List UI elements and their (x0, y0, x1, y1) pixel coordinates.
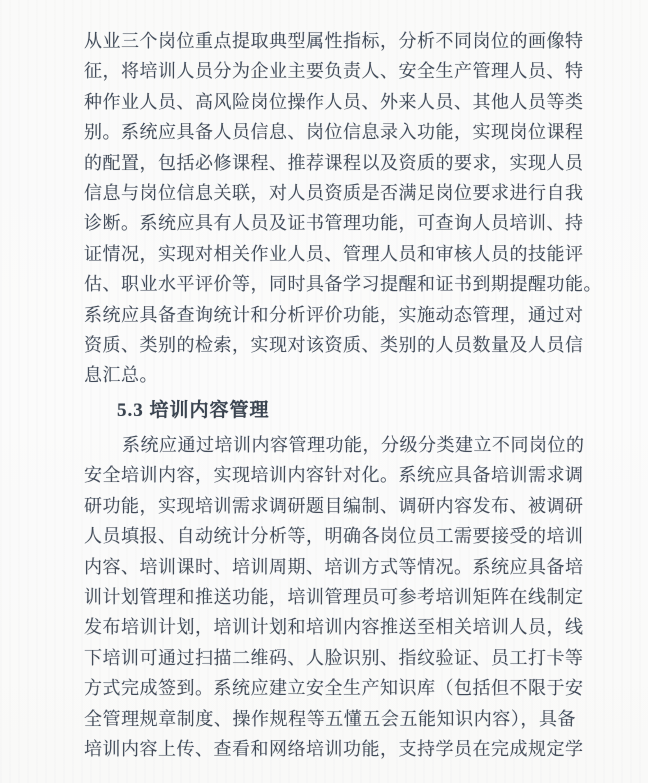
text-line: 征，将培训人员分为企业主要负责人、安全生产管理人员、特 (84, 61, 584, 82)
text-line: 系统应具备查询统计和分析评价功能，实施动态管理，通过对 (84, 304, 584, 325)
text-line: 训计划管理和推送功能，培训管理员可参考培训矩阵在线制定 (84, 587, 584, 608)
text-line: 的配置，包括必修课程、推荐课程以及资质的要求，实现人员 (84, 152, 584, 173)
text-line: 方式完成签到。系统应建立安全生产知识库（包括但不限于安 (84, 678, 584, 699)
text-line: 别。系统应具备人员信息、岗位信息录入功能，实现岗位课程 (84, 122, 584, 143)
text-line: 证情况，实现对相关作业人员、管理人员和审核人员的技能评 (84, 243, 584, 264)
paragraph (84, 26, 602, 391)
text-line: 下培训可通过扫描二维码、人脸识别、指纹验证、员工打卡等 (84, 647, 584, 668)
text-line: 安全培训内容，实现培训内容针对化。系统应具备培训需求调 (84, 465, 584, 486)
text-line: 全管理规章制度、操作规程等五懂五会五能知识内容），具备 (84, 708, 576, 729)
text-line: 发布培训计划，培训计划和培训内容推送至相关培训人员，线 (84, 617, 584, 638)
text-line: 息汇总。 (84, 365, 158, 386)
text-line: 资质、类别的检索，实现对该资质、类别的人员数量及人员信 (84, 334, 584, 355)
text-line: 种作业人员、高风险岗位操作人员、外来人员、其他人员等类 (84, 91, 584, 112)
text-line: 诊断。系统应具有人员及证书管理功能，可查询人员培训、持 (84, 213, 584, 234)
text-line: 培训内容上传、查看和网络培训功能，支持学员在完成规定学 (84, 738, 584, 759)
section-heading: 5.3 培训内容管理 (117, 399, 270, 421)
text-line: 估、职业水平评价等，同时具备学习提醒和证书到期提醒功能。 (84, 274, 602, 295)
paragraph (84, 430, 585, 764)
text-line: 从业三个岗位重点提取典型属性指标，分析不同岗位的画像特 (84, 31, 584, 51)
text-line: 系统应通过培训内容管理功能，分级分类建立不同岗位的 (122, 435, 585, 456)
text-line: 信息与岗位信息关联，对人员资质是否满足岗位要求进行自我 (84, 182, 584, 203)
text-line: 研功能，实现培训需求调研题目编制、调研内容发布、被调研 (84, 495, 584, 516)
document-text-block (84, 26, 602, 764)
text-line: 内容、培训课时、培训周期、培训方式等情况。系统应具备培 (84, 556, 584, 577)
text-line: 人员填报、自动统计分析等，明确各岗位员工需要接受的培训 (84, 526, 584, 547)
